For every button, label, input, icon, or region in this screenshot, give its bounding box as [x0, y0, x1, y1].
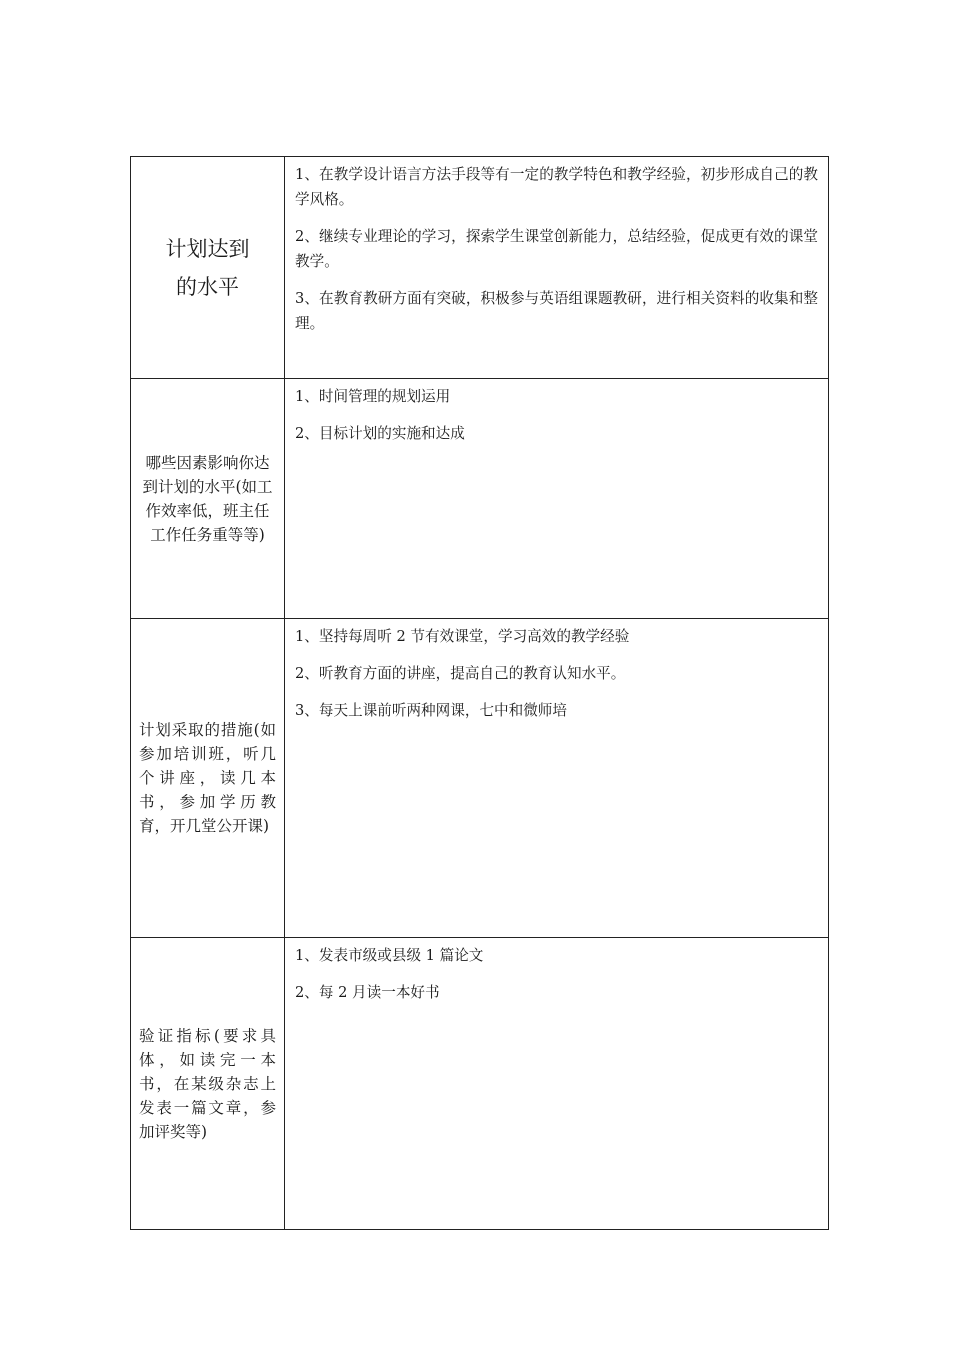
row-label-cell	[131, 619, 285, 938]
list-item: 1、在教学设计语言方法手段等有一定的教学特色和教学经验，初步形成自己的教学风格。	[295, 166, 818, 208]
list-item: 2、继续专业理论的学习，探索学生课堂创新能力，总结经验，促成更有效的课堂教学。	[295, 228, 818, 270]
list-item: 2、目标计划的实施和达成	[295, 425, 465, 442]
list-item: 3、每天上课前听两种网课，七中和微师培	[295, 702, 567, 719]
list-item: 1、发表市级或县级 1 篇论文	[295, 947, 484, 964]
table-row	[131, 619, 829, 938]
list-item: 3、在教育教研方面有突破，积极参与英语组课题教研，进行相关资料的收集和整理。	[295, 290, 818, 332]
row-content-cell	[285, 379, 829, 619]
list-item: 2、听教育方面的讲座，提高自己的教育认知水平。	[295, 665, 626, 682]
row-label: 哪些因素影响你达到计划的水平(如工作效率低，班主任工作任务重等等)	[142, 453, 273, 544]
row-label: 验证指标(要求具体，如读完一本书，在某级杂志上发表一篇文章，参加评奖等)	[139, 1026, 276, 1141]
row-label-cell	[131, 938, 285, 1230]
list-item: 2、每 2 月读一本好书	[295, 984, 440, 1001]
row-content-cell	[285, 619, 829, 938]
row-label: 计划达到的水平	[165, 236, 250, 299]
table-row	[131, 379, 829, 619]
list-item: 1、时间管理的规划运用	[295, 388, 451, 405]
row-label-cell	[131, 379, 285, 619]
list-item: 1、坚持每周听 2 节有效课堂，学习高效的教学经验	[295, 628, 630, 645]
table-row	[131, 938, 829, 1230]
row-content-cell	[285, 157, 829, 379]
table-row	[131, 157, 829, 379]
plan-table	[130, 156, 829, 1230]
row-label-cell	[131, 157, 285, 379]
row-content-cell	[285, 938, 829, 1230]
row-label: 计划采取的措施(如参加培训班，听几个讲座，读几本书，参加学历教育，开几堂公开课)	[139, 721, 276, 835]
